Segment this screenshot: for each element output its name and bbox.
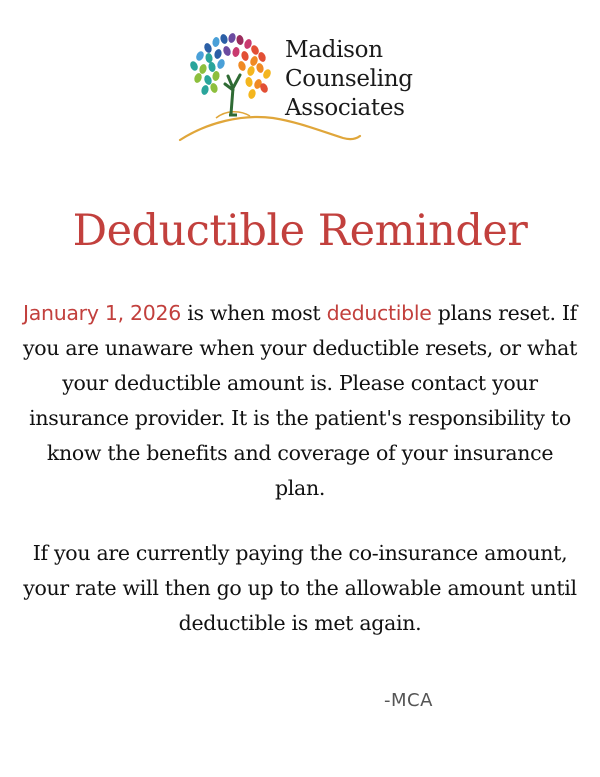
signature: -MCA [384,690,433,711]
deductible-paragraph [20,296,580,506]
logo-line-3: Associates [285,95,405,121]
keyword-deductible: deductible [326,301,432,325]
page-title: Deductible Reminder [72,206,528,256]
coinsurance-paragraph: If you are currently paying the co-insurance amount, your rate will then go up to the allowable amount until deductible is met again. [23,541,577,635]
logo-line-1: Madison [285,37,383,63]
logo-text [285,36,413,123]
paragraph-text-2: plans reset. If you are unaware when your deductible resets, or what your deductible amount is. Please contact your insurance provider. It is the patient's responsibility to know the benefits and coverage of your insurance plan. [22,301,578,500]
logo [178,30,428,160]
logo-line-2: Counseling [285,66,413,92]
paragraph-text-1: is when most [181,301,327,325]
reset-date: January 1, 2026 [23,301,182,325]
